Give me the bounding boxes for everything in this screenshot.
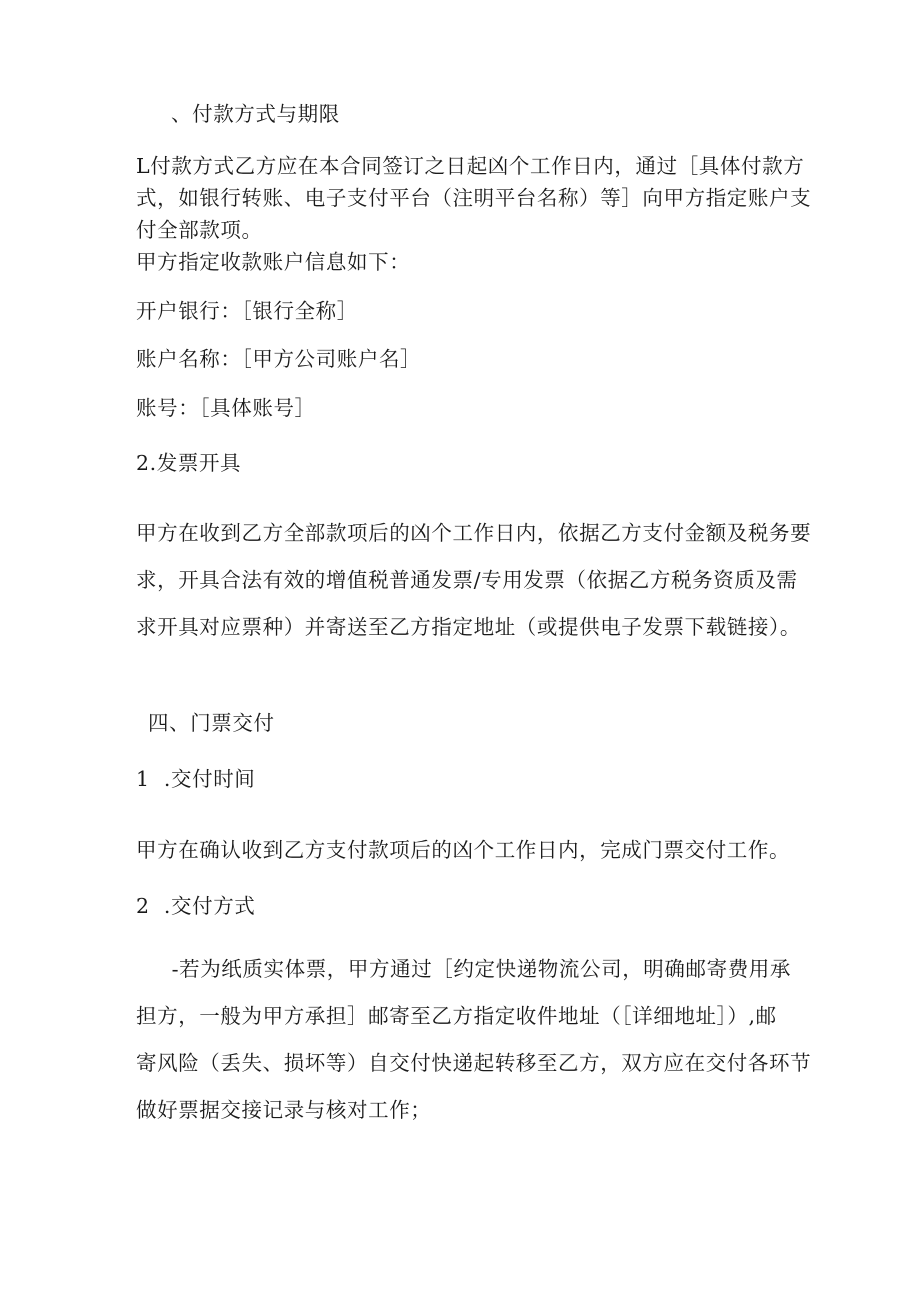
account-intro: 甲方指定收款账户信息如下： (136, 250, 411, 274)
delivery-method-line: 寄风险（丢失、损坏等）自交付快递起转移至乙方，双方应在交付各环节 (136, 1051, 812, 1075)
invoice-paragraph (136, 510, 812, 651)
delivery-time-text: 甲方在确认收到乙方支付款项后的凶个工作日内，完成门票交付工作。 (136, 838, 791, 862)
payment-method-line: 付全部款项。 (136, 218, 263, 242)
delivery-time-heading: 1 .交付时间 (136, 767, 256, 791)
section-4-heading: 四、门票交付 (148, 711, 275, 735)
payment-method-paragraph (136, 150, 812, 246)
invoice-heading: 2.发票开具 (136, 451, 242, 475)
invoice-line: 求，开具合法有效的增值税普通发票/专用发票（依据乙方税务资质及需 (136, 568, 798, 592)
delivery-method-paragraph (136, 946, 812, 1134)
delivery-method-line: 担方，一般为甲方承担］邮寄至乙方指定收件地址（［详细地址］）,邮 (136, 1004, 777, 1028)
invoice-line: 求开具对应票种）并寄送至乙方指定地址（或提供电子发票下载链接）。 (136, 615, 801, 639)
delivery-method-heading: 2 .交付方式 (136, 894, 256, 918)
account-number-field: 账号：［具体账号］ (136, 396, 316, 420)
delivery-method-line: -若为纸质实体票，甲方通过［约定快递物流公司，明确邮寄费用承 (136, 957, 792, 981)
delivery-method-line: 做好票据交接记录与核对工作； (136, 1098, 432, 1122)
section-3-heading: 、付款方式与期限 (171, 102, 340, 126)
payment-method-line: 式，如银行转账、电子支付平台（注明平台名称）等］向甲方指定账户支 (136, 186, 812, 210)
invoice-line: 甲方在收到乙方全部款项后的凶个工作日内，依据乙方支付金额及税务要 (136, 521, 812, 545)
account-name-field: 账户名称：［甲方公司账户名］ (136, 347, 422, 371)
payment-method-line: L付款方式乙方应在本合同签订之日起凶个工作日内，通过［具体付款方 (136, 154, 805, 178)
bank-name-field: 开户银行：［银行全称］ (136, 299, 358, 323)
